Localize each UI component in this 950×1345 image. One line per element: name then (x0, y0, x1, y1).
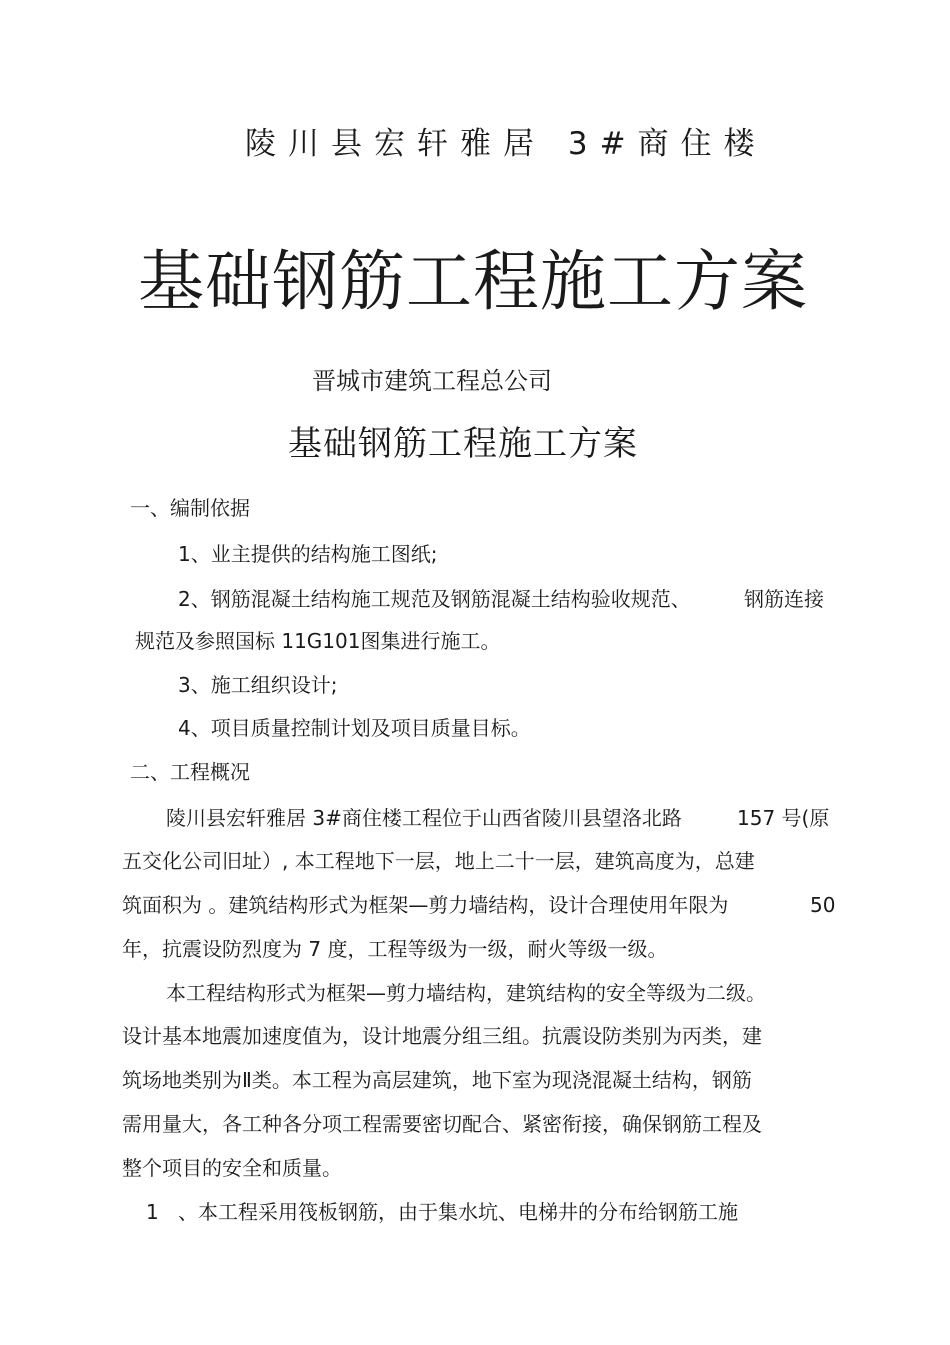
overview-para2-line3: 筑场地类别为Ⅱ类。本工程为高层建筑，地下室为现浇混凝土结构，钢筋 (122, 1068, 752, 1092)
numbered-item-1-number: 1 (146, 1200, 159, 1224)
overview-para1-line3-a: 筑面积为 。建筑结构形式为框架—剪力墙结构，设计合理使用年限为 (122, 893, 729, 917)
document-title: 基础钢筋工程施工方案 (288, 424, 638, 464)
overview-para2-line5: 整个项目的安全和质量。 (122, 1156, 342, 1180)
overview-para1-line1-a: 陵川县宏轩雅居 3#商住楼工程位于山西省陵川县望洛北路 (166, 806, 682, 830)
basis-item-2-part-c: 规范及参照国标 11G101图集进行施工。 (135, 629, 501, 653)
overview-para1-line3-b: 50 (810, 893, 836, 917)
overview-para1-line1-b: 157 号(原 (737, 806, 830, 830)
company-name: 晋城市建筑工程总公司 (312, 367, 552, 395)
overview-para1-line4: 年，抗震设防烈度为 7 度，工程等级为一级，耐火等级一级。 (122, 937, 668, 961)
section-heading-basis: 一、编制依据 (130, 496, 250, 520)
basis-item-1: 1、业主提供的结构施工图纸; (178, 542, 438, 566)
numbered-item-1-text: 、本工程采用筏板钢筋，由于集水坑、电梯井的分布给钢筋工施 (178, 1200, 738, 1224)
basis-item-3: 3、施工组织设计; (178, 673, 338, 697)
basis-item-2-part-a: 2、钢筋混凝土结构施工规范及钢筋混凝土结构验收规范、 (178, 587, 691, 611)
overview-para1-line2: 五交化公司旧址）, 本工程地下一层，地上二十一层，建筑高度为，总建 (122, 849, 755, 873)
overview-para2-line1: 本工程结构形式为框架—剪力墙结构，建筑结构的安全等级为二级。 (166, 981, 766, 1005)
basis-item-4: 4、项目质量控制计划及项目质量目标。 (178, 716, 531, 740)
basis-item-2-part-b: 钢筋连接 (744, 587, 824, 611)
overview-para2-line4: 需用量大，各工种各分项工程需要密切配合、紧密衔接，确保钢筋工程及 (122, 1112, 762, 1136)
cover-title: 基础钢筋工程施工方案 (138, 243, 808, 320)
section-heading-overview: 二、工程概况 (130, 760, 250, 784)
project-name: 陵川县宏轩雅居 3#商住楼 (245, 126, 767, 162)
overview-para2-line2: 设计基本地震加速度值为，设计地震分组三组。抗震设防类别为丙类，建 (122, 1024, 762, 1048)
